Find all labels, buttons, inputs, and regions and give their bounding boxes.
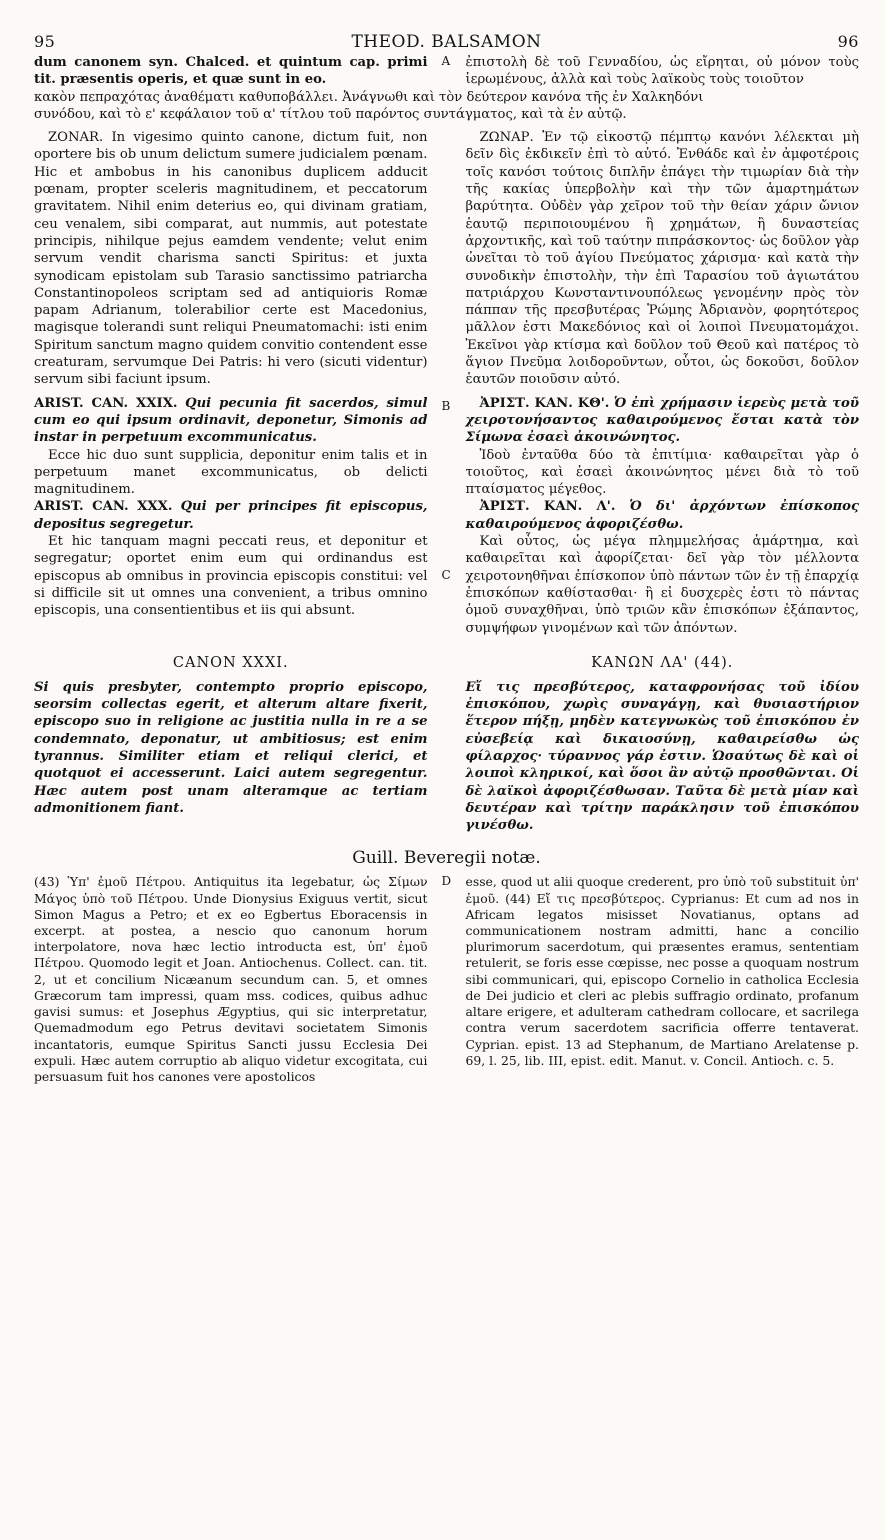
arist30-latin-canon-text: Qui per principes fit episcopus, depositus segregetur. [34,499,428,532]
arist29-latin-canon-text: Qui pecunia fit sacerdos, simul cum eo qui ipsum ordinavit, deponetur, Simonis ad instar in perpetuum excommunicatus. [34,395,428,446]
note-43: (43) Ὑπ' ἐμοῦ Πέτρου. Antiquitus ita legebatur, ὡς Σίμων Μάγος ὑπὸ τοῦ Πέτρου. Unde Dionysius Exiguus vertit, sicut Simon Magus a Petro; et ex eo Egbertus Eboracensis in excerpt. at postea, a nescio quo canonum horum interpolatore, nova hæc lectio introducta est, ὑπ' ἐμοῦ Πέτρου. Quomodo legit et Joan. Antiochenus. Collect. can. tit. 2, ut et concilium Nicæanum secundum can. 5, et omnes Græcorum tam impressi, quam mss. codices, quibus adhuc gavisi sumus: et Josephus Ægyptius, qui sic interpretatur, Quemadmodum ego Petrus devitavi societatem Simonis incantatoris, eumque Spiritus Sancti jussu Ecclesia Dei expuli. Hæc autem corruptio ab aliquo videtur excogitata, cui persuasum fuit hos canones vere apostolicos [34,874,428,1084]
notes-heading: Guill. Beveregii notæ. [352,848,541,869]
greek-full-line-2: συνόδου, καὶ τὸ ε' κεφάλαιον τοῦ α' τίτλου τοῦ παρόντος συντάγματος, καὶ τὰ ἐν αὐτῷ. [34,106,627,122]
arist29-greek-label: ἈΡΙΣΤ. ΚΑΝ. ΚΘ'. [479,395,610,411]
left-page-number: 95 [34,32,56,51]
arist30-greek-text: Καὶ οὗτος, ὡς μέγα πλημμελήσας ἁμάρτημα, καὶ καθαιρεῖται καὶ ἀφορίζεται· δεῖ γὰρ τὸν μέλλοντα χειροτονηθῆναι ἐπίσκοπον ὑπὸ πάντων τῶν ἐν τῇ ἐπαρχίᾳ ἐπισκόπων καθίστασθαι· ἢ εἰ δυσχερὲς ἐστι τὸ πάντας ὁμοῦ συναχθῆναι, ὑπὸ τριῶν κἂν ἐπισκόπων ἐξάπαντος, συμψήφων γινομένων καὶ τῶν ἀπόντων. [465,534,859,636]
arist29-latin-label: ARIST. CAN. XXIX. [34,395,178,411]
arist30-latin-label: ARIST. CAN. XXX. [34,499,173,515]
note-44: esse, quod ut alii quoque crederent, pro ὑπὸ τοῦ substituit ὑπ' ἐμοῦ. (44) Εἴ τις πρεσβύτερος. Cyprianus: Et cum ad nos in Africam legatos misisset Novatianus, optans ad communicationem nostram admitti, hanc a concilio plurimorum sacerdotum, qui præsentes eramus, sententiam retulerit, se foris esse cœpisse, nec posse a quoquam nostrum sibi communicari, qui, episcopo Cornelio in catholica Ecclesia de Dei judicio et cleri ac plebis suffragio ordinato, profanum altare erigere, et adulteram cathedram collocare, et sacrilega contra verum sacerdotem sacrificia offerre tentaverat. Cyprian. epist. 13 ad Stephanum, de Martiano Arelatense p. 69, l. 25, lib. III, epist. edit. Manut. v. Concil. Antioch. c. 5. [465,874,859,1068]
greek-full-line-1: κακὸν πεπραχότας ἀναθέματι καθυποβάλλει. Ἀνάγνωθι καὶ τὸν δεύτερον κανόνα τῆς ἐν Χαλκηδόνι [34,89,704,105]
canon31-greek-heading: ΚΑΝΩΝ ΛΑ' (44). [591,654,734,671]
marker-c: C [441,568,451,583]
running-title: THEOD. BALSAMON [351,32,542,52]
greek-continuation: ἐπιστολὴ δὲ τοῦ Γενναδίου, ὡς εἴρηται, οὐ μόνον τοὺς ἱερωμένους, ἀλλὰ καὶ τοὺς λαϊκοὺς τοὺς τοιοῦτον [465,55,859,88]
arist30-latin-canon [34,498,428,533]
canon31-row [34,637,859,835]
zonar-greek-text: Ἐν τῷ εἰκοστῷ πέμπτῳ κανόνι λέλεκται μὴ δεῖν δὶς ἐκδικεῖν ἐπὶ τὸ αὐτό. Ἐνθάδε καὶ ἐν ἀμφοτέροις τοῖς κανόσι τούτοις διπλῆν ἐπάγει τὴν τιμωρίαν διὰ τὴν τῆς κακίας ὑπερβολὴν καὶ τὴν τῶν ἁμαρτημάτων βαρύτητα. Οὐδὲν γὰρ χεῖρον τοῦ τὴν θείαν χάριν ὤνιον ἑαυτῷ περιποιουμένου ἢ χρημάτων, ἢ δυναστείας ἀρχοντικῆς, καὶ τοῦ ταύτην πιπράσκοντος· ὡς δοῦλον γὰρ ὠνεῖται τὸ τοῦ ἁγίου Πνεύματος χάρισμα· καὶ κατὰ τὴν συνοδικὴν ἐπιστολὴν, τὴν ἐπὶ Ταρασίου τοῦ ἁγιωτάτου πατριάρχου Κωνσταντινουπόλεως γενομένην πρὸς τὸν πάππαν τῆς πρεσβυτέρας Ῥώμης Ἀδριανὸν, φορητότερος μᾶλλον ἐστι Μακεδόνιος καὶ οἱ λοιποὶ Πνευματομάχοι. Ἐκεῖνοι γὰρ κτίσμα καὶ δοῦλον τοῦ Θεοῦ καὶ πατέρος τὸ ἅγιον Πνεῦμα λοιδοροῦντων, οὗτοι, ὡς δοκοῦσι, δοῦλον ἑαυτῶν ποιοῦσιν αὐτό. [465,130,859,388]
arist29-row [34,395,859,499]
arist30-greek-canon [466,498,860,533]
running-header [34,32,859,52]
arist30-greek-canon-text: Ὁ δι' ἀρχόντων ἐπίσκοπος καθαιρούμενος ἀφοριζέσθω. [465,499,859,532]
top-row [34,54,859,89]
canon31-latin-text: Si quis presbyter, contempto proprio episcopo, seorsim collectas egerit, et alterum altare fixerit, episcopo suo in religione ac justitia nulla in re a se condemnato, deponatur, ut ambitiosus; est enim tyrannus. Similiter etiam et reliqui clerici, et quotquot ei accesserunt. Laici autem segregentur. Hæc autem post unam alteramque ac tertiam admonitionem fiant. [34,679,428,816]
arist30-greek-label: ἈΡΙΣΤ. ΚΑΝ. Λ'. [479,499,616,515]
arist30-row [34,498,859,636]
arist29-greek-canon [466,395,860,447]
marker-b: B [441,399,451,414]
zonar-latin-text: In vigesimo quinto canone, dictum fuit, non oportere bis ob unum delictum sumere judicialem pœnam. Hic et ambobus in his canonibus duplicem adducit pœnam, propter sceleris magnitudinem, et peccatorum gravitatem. Nihil enim deterius eo, qui divinam gratiam, ceu venalem, sibi comparat, aut nummis, aut potestate principis, nihilque pejus eamdem vendente; velut enim servum vendit charisma sancti Spiritus: et juxta synodicam epistolam sub Tarasio sanctissimo patriarcha Constantinopoleos scriptam sed ad antiquioris Romæ papam Adrianum, tolerabilior certe est Macedonius, magisque tolerandi sunt reliqui Pneumatomachi: isti enim Spiritum sanctum magno quidem convitio contendent esse creaturam, servumque Dei Patris: hi vero (sicuti videntur) servum sibi faciunt ipsum. [34,130,428,388]
canon31-latin-heading: CANON XXXI. [172,654,289,671]
zonar-latin-label: ZONAR. [48,130,104,146]
notes-row [34,874,859,1085]
canon31-greek-text: Εἴ τις πρεσβύτερος, καταφρονήσας τοῦ ἰδίου ἐπισκόπου, χωρὶς συναγάγῃ, καὶ θυσιαστήριον ἕτερον πήξῃ, μηδὲν κατεγνωκὼς τοῦ ἐπισκόπου ἐν εὐσεβείᾳ καὶ δικαιοσύνῃ, καθαιρείσθω ὡς φίλαρχος· τύραννος γάρ ἐστιν. Ὡσαύτως δὲ καὶ οἱ λοιποὶ κληρικοί, καὶ ὅσοι ἂν αὐτῷ προσθῶνται. Οἱ δὲ λαϊκοὶ ἀφοριζέσθωσαν. Ταῦτα δὲ μετὰ μίαν καὶ δευτέραν καὶ τρίτην παράκλησιν τοῦ ἐπισκόπου γινέσθω. [465,679,859,834]
arist29-greek-canon-text: Ὁ ἐπὶ χρήμασιν ἱερεὺς μετὰ τοῦ χειροτονήσαντος καθαιρούμενος ἔσται κατὰ τὸν Σίμωνα ἐσαεὶ ἀκοινώνητος. [465,395,859,446]
right-page-number: 96 [837,32,859,51]
arist29-latin-text: Ecce hic duo sunt supplicia, deponitur enim talis et in perpetuum manet excommunicatus, ob delicti magnitudinem. [34,447,428,498]
zonar-greek [466,129,860,388]
arist29-latin-canon [34,395,428,447]
arist30-latin-text: Et hic tanquam magni peccati reus, et deponitur et segregatur; oportet enim eum qui ordinandus est episcopus ab omnibus in provincia episcopis constitui: vel si difficile sit ut omnes una convenient, a tribus omnino episcopis, una consentientibus et iis qui absunt. [34,534,428,619]
marker-a: A [441,54,451,68]
arist29-greek-text: Ἰδοὺ ἐνταῦθα δύο τὰ ἐπιτίμια· καθαιρεῖται γὰρ ὁ τοιοῦτος, καὶ ἐσαεὶ ἀκοινώνητος μένει διὰ τὸ τοῦ πταίσματος μέγεθος. [465,447,859,498]
latin-continuation: dum canonem syn. Chalced. et quintum cap. primi tit. præsentis operis, et quæ sunt in eo. [34,55,428,88]
zonar-latin [34,129,428,388]
zonar-greek-label: ΖΩΝΑΡ. [479,130,534,146]
marker-d: D [441,874,452,889]
